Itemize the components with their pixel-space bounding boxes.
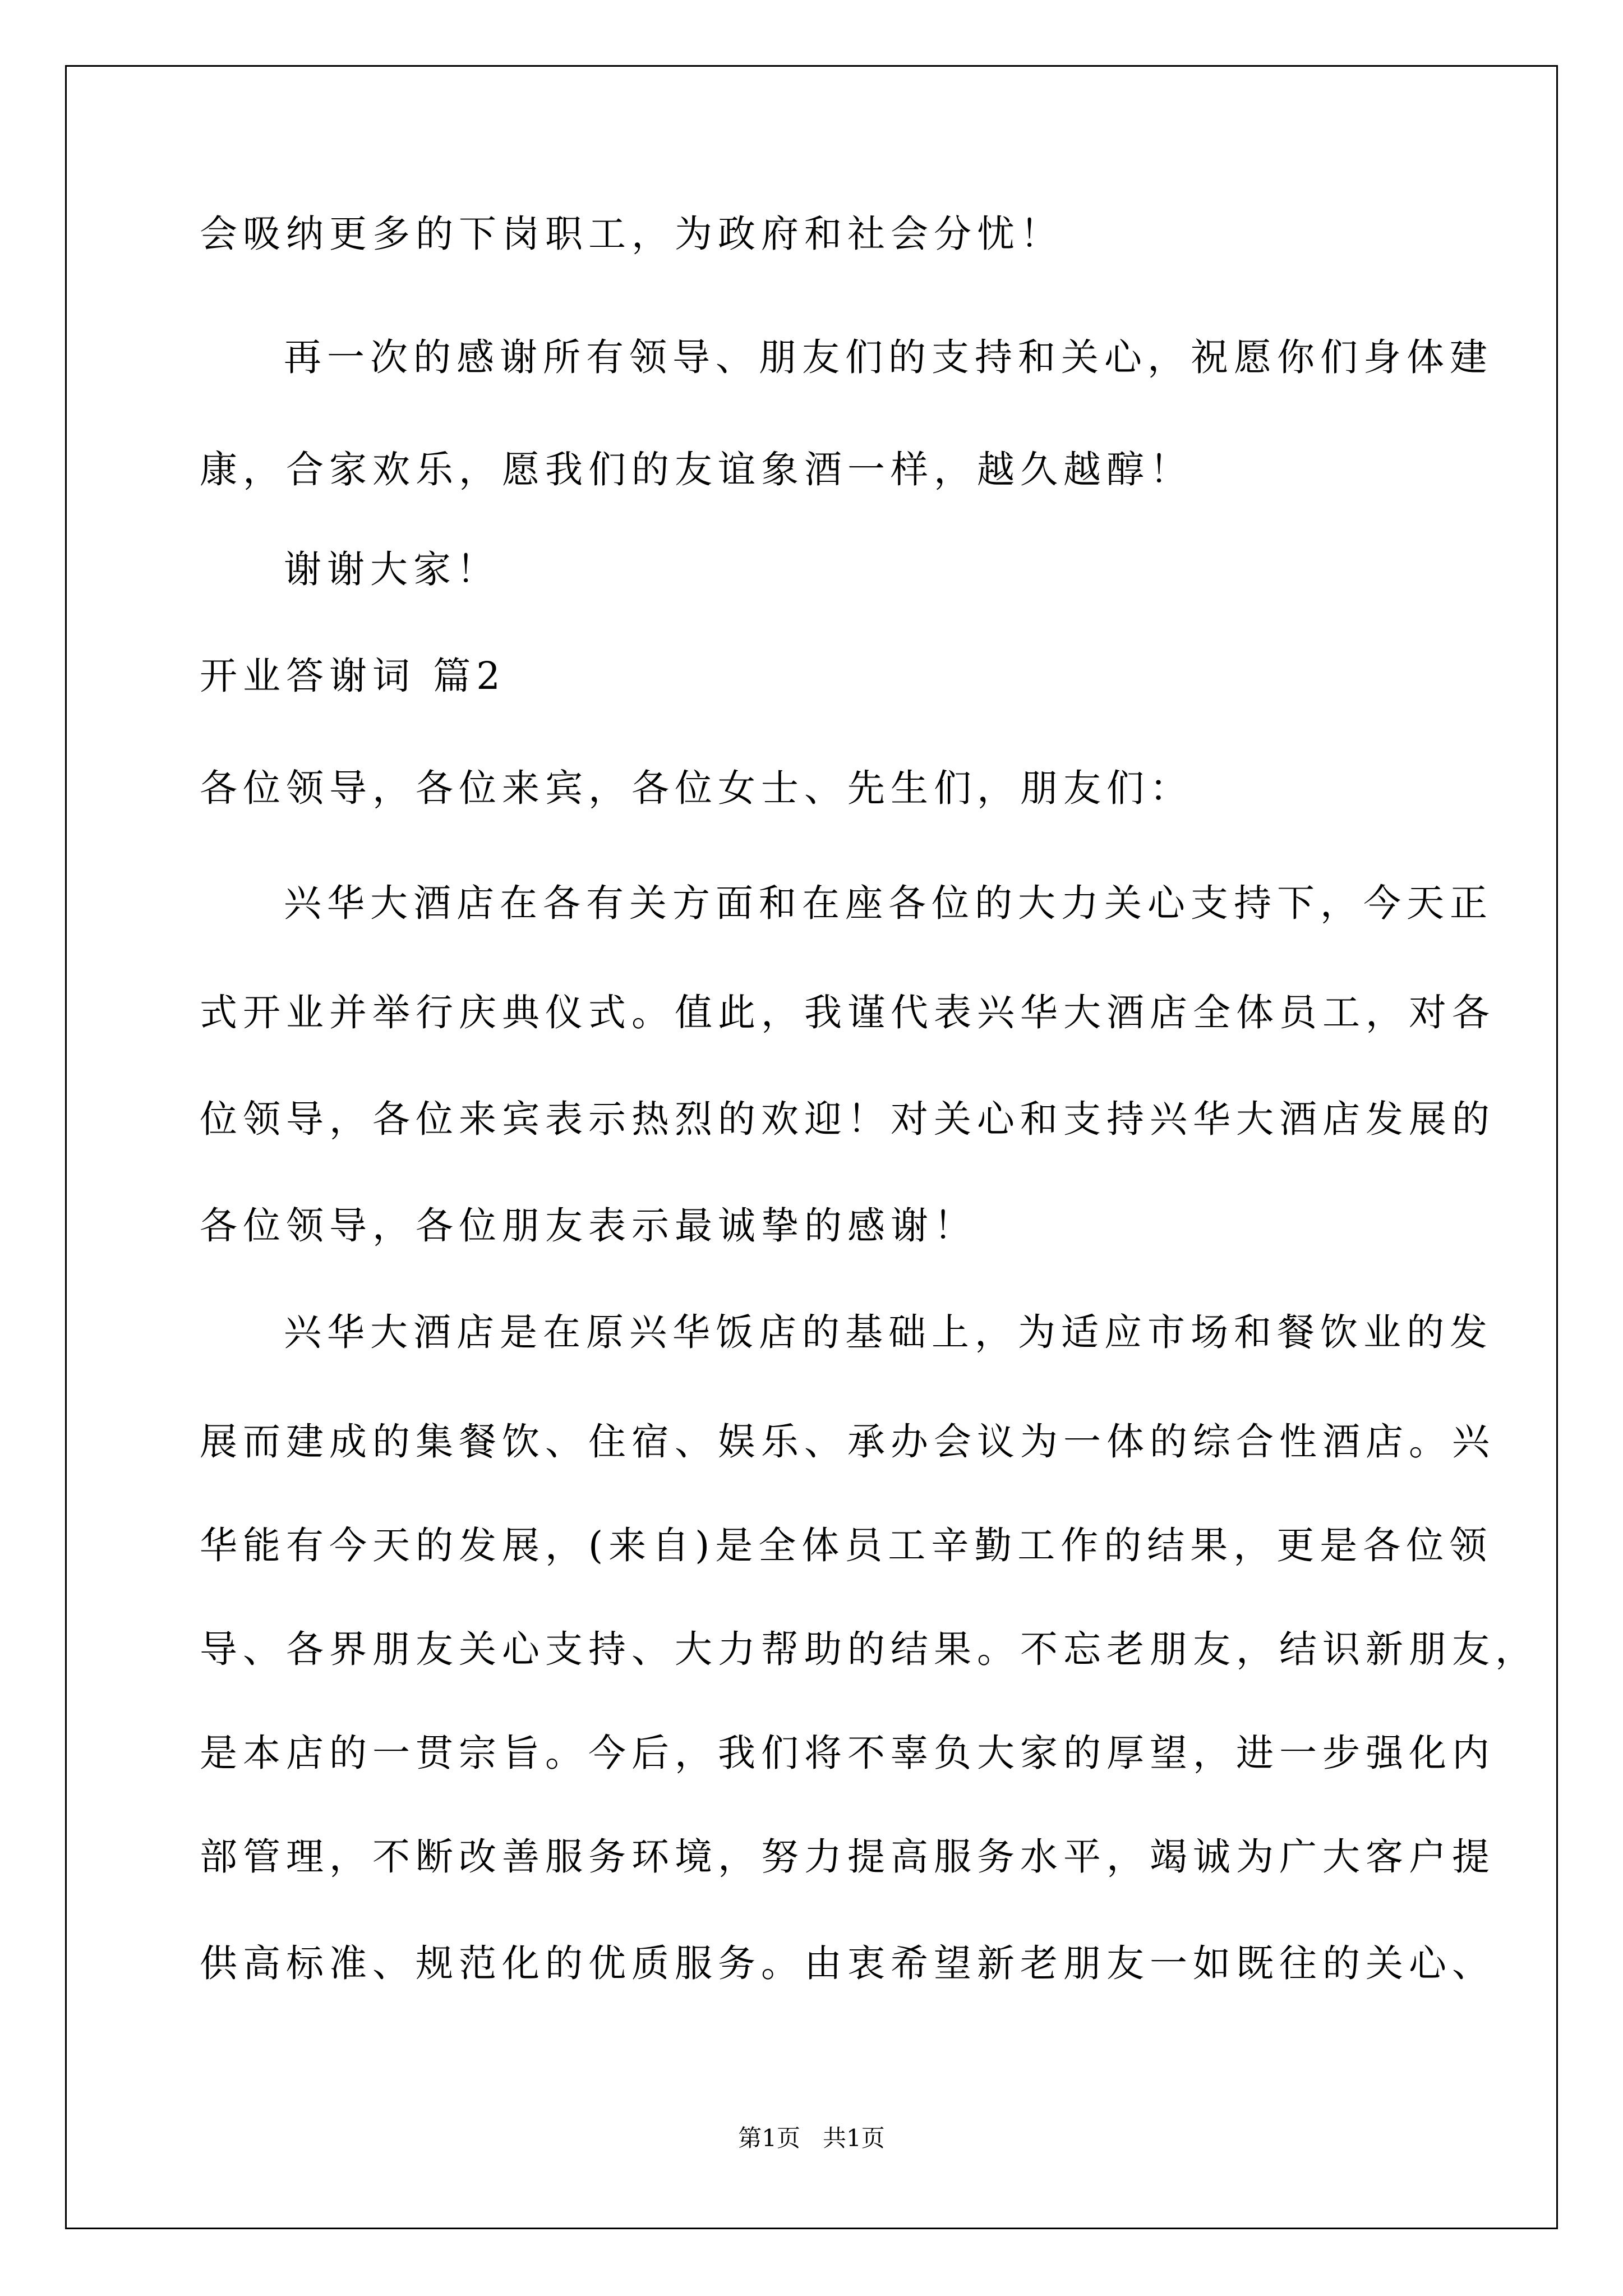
body-text-line: 部管理，不断改善服务环境，努力提高服务水平，竭诚为广大客户提 — [200, 1835, 1495, 1879]
body-text-line: 导、各界朋友关心支持、大力帮助的结果。不忘老朋友，结识新朋友， — [200, 1627, 1538, 1671]
body-text-line: 供高标准、规范化的优质服务。由衷希望新老朋友一如既往的关心、 — [200, 1941, 1495, 1985]
body-text-line: 谢谢大家！ — [284, 547, 500, 591]
body-text-line: 展而建成的集餐饮、住宿、娱乐、承办会议为一体的综合性酒店。兴 — [200, 1420, 1495, 1464]
body-text-line: 华能有今天的发展，(来自)是全体员工辛勤工作的结果，更是各位领 — [200, 1524, 1493, 1567]
body-text-line: 再一次的感谢所有领导、朋友们的支持和关心，祝愿你们身体建 — [284, 335, 1493, 379]
body-text-line: 康，合家欢乐，愿我们的友谊象酒一样，越久越醇！ — [200, 448, 1193, 491]
body-text-line: 各位领导，各位朋友表示最诚挚的感谢！ — [200, 1204, 977, 1248]
page-border — [65, 65, 1558, 2229]
body-text-line: 兴华大酒店是在原兴华饭店的基础上，为适应市场和餐饮业的发 — [284, 1310, 1493, 1354]
salutation: 各位领导，各位来宾，各位女士、先生们，朋友们： — [200, 766, 1193, 810]
section-heading: 开业答谢词 篇2 — [200, 654, 506, 698]
page-footer: 第1页 共1页 — [738, 2124, 885, 2152]
body-text-line: 位领导，各位来宾表示热烈的欢迎！对关心和支持兴华大酒店发展的 — [200, 1097, 1495, 1141]
body-text-line: 会吸纳更多的下岗职工，为政府和社会分忧！ — [200, 212, 1063, 256]
body-text-line: 兴华大酒店在各有关方面和在座各位的大力关心支持下，今天正 — [284, 881, 1493, 925]
body-text-line: 式开业并举行庆典仪式。值此，我谨代表兴华大酒店全体员工，对各 — [200, 991, 1495, 1034]
body-text-line: 是本店的一贯宗旨。今后，我们将不辜负大家的厚望，进一步强化内 — [200, 1731, 1495, 1775]
